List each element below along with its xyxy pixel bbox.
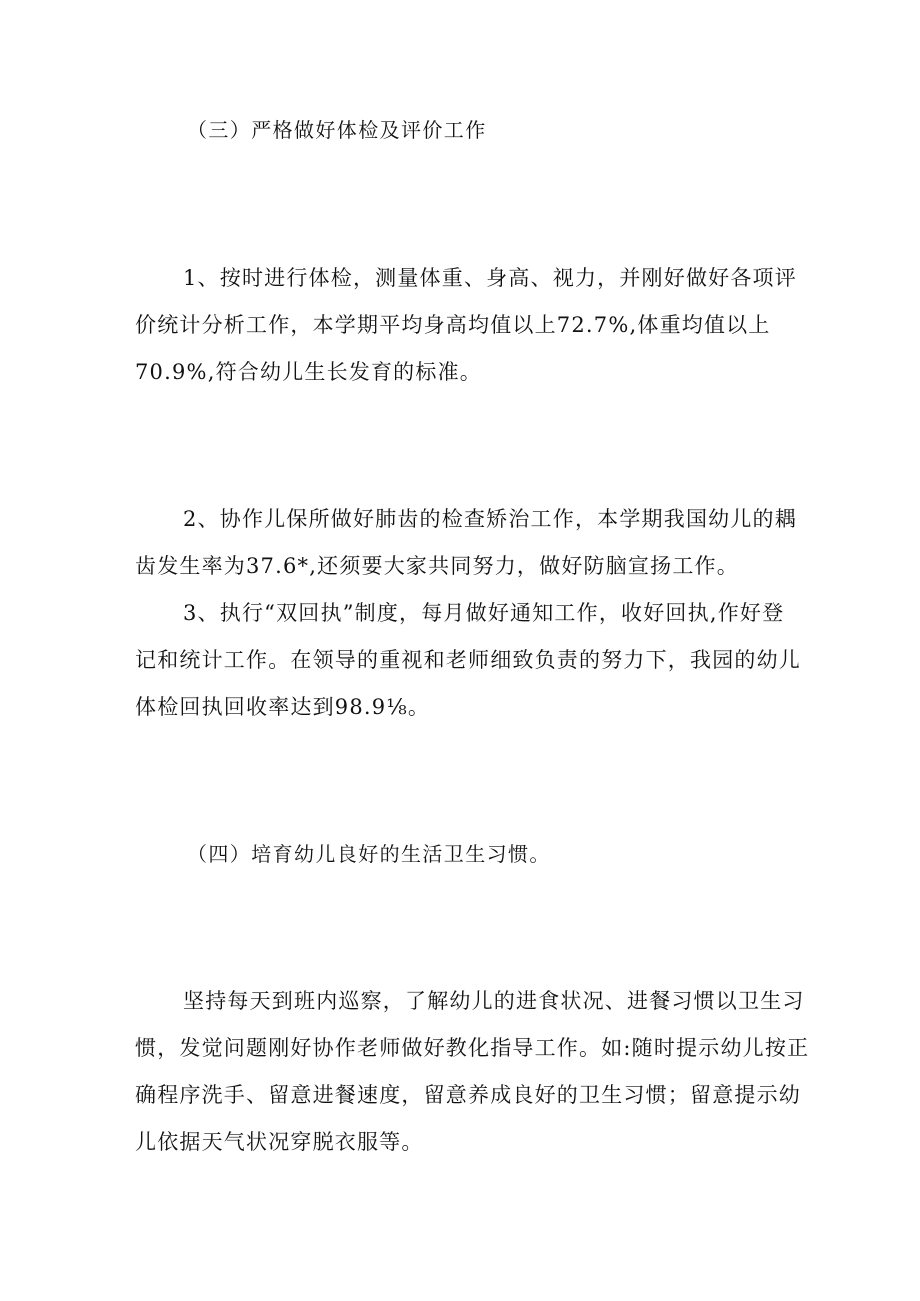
item-3-line-2: 记和统计工作。在领导的重视和老师细致负责的努力下，我园的幼儿: [135, 648, 801, 672]
paragraph-line-4: 儿依据天气状况穿脱衣服等。: [135, 1130, 424, 1154]
section-heading-4: （四）培育幼儿良好的生活卫生习惯。: [187, 842, 551, 866]
item-1-line-1: 1、按时进行体检，测量体重、身高、视力，并刚好做好各项评: [183, 266, 797, 290]
paragraph-line-2: 惯，发觉问题刚好协作老师做好教化指导工作。如:随时提示幼儿按正: [135, 1036, 810, 1060]
item-1-line-3: 70.9%,符合幼儿生长发育的标准。: [135, 360, 482, 384]
item-1-line-2: 价统计分析工作，本学期平均身高均值以上72.7%,体重均值以上: [135, 313, 771, 337]
paragraph-line-3: 确程序洗手、留意进餐速度，留意养成良好的卫生习惯；留意提示幼: [135, 1083, 801, 1107]
item-2-line-1: 2、协作儿保所做好肺齿的检查矫治工作，本学期我国幼儿的耦: [183, 507, 797, 531]
item-2-line-2: 齿发生率为37.6*,还须要大家共同努力，做好防脑宣扬工作。: [135, 554, 739, 578]
item-3-line-3: 体检回执回收率达到98.9⅛。: [135, 695, 431, 719]
section-heading-3: （三）严格做好体检及评价工作: [187, 118, 487, 142]
paragraph-line-1: 坚持每天到班内巡察，了解幼儿的进食状况、进餐习惯以卫生习: [183, 989, 805, 1013]
item-3-line-1: 3、执行“双回执”制度，每月做好通知工作，收好回执,作好登: [183, 601, 785, 625]
